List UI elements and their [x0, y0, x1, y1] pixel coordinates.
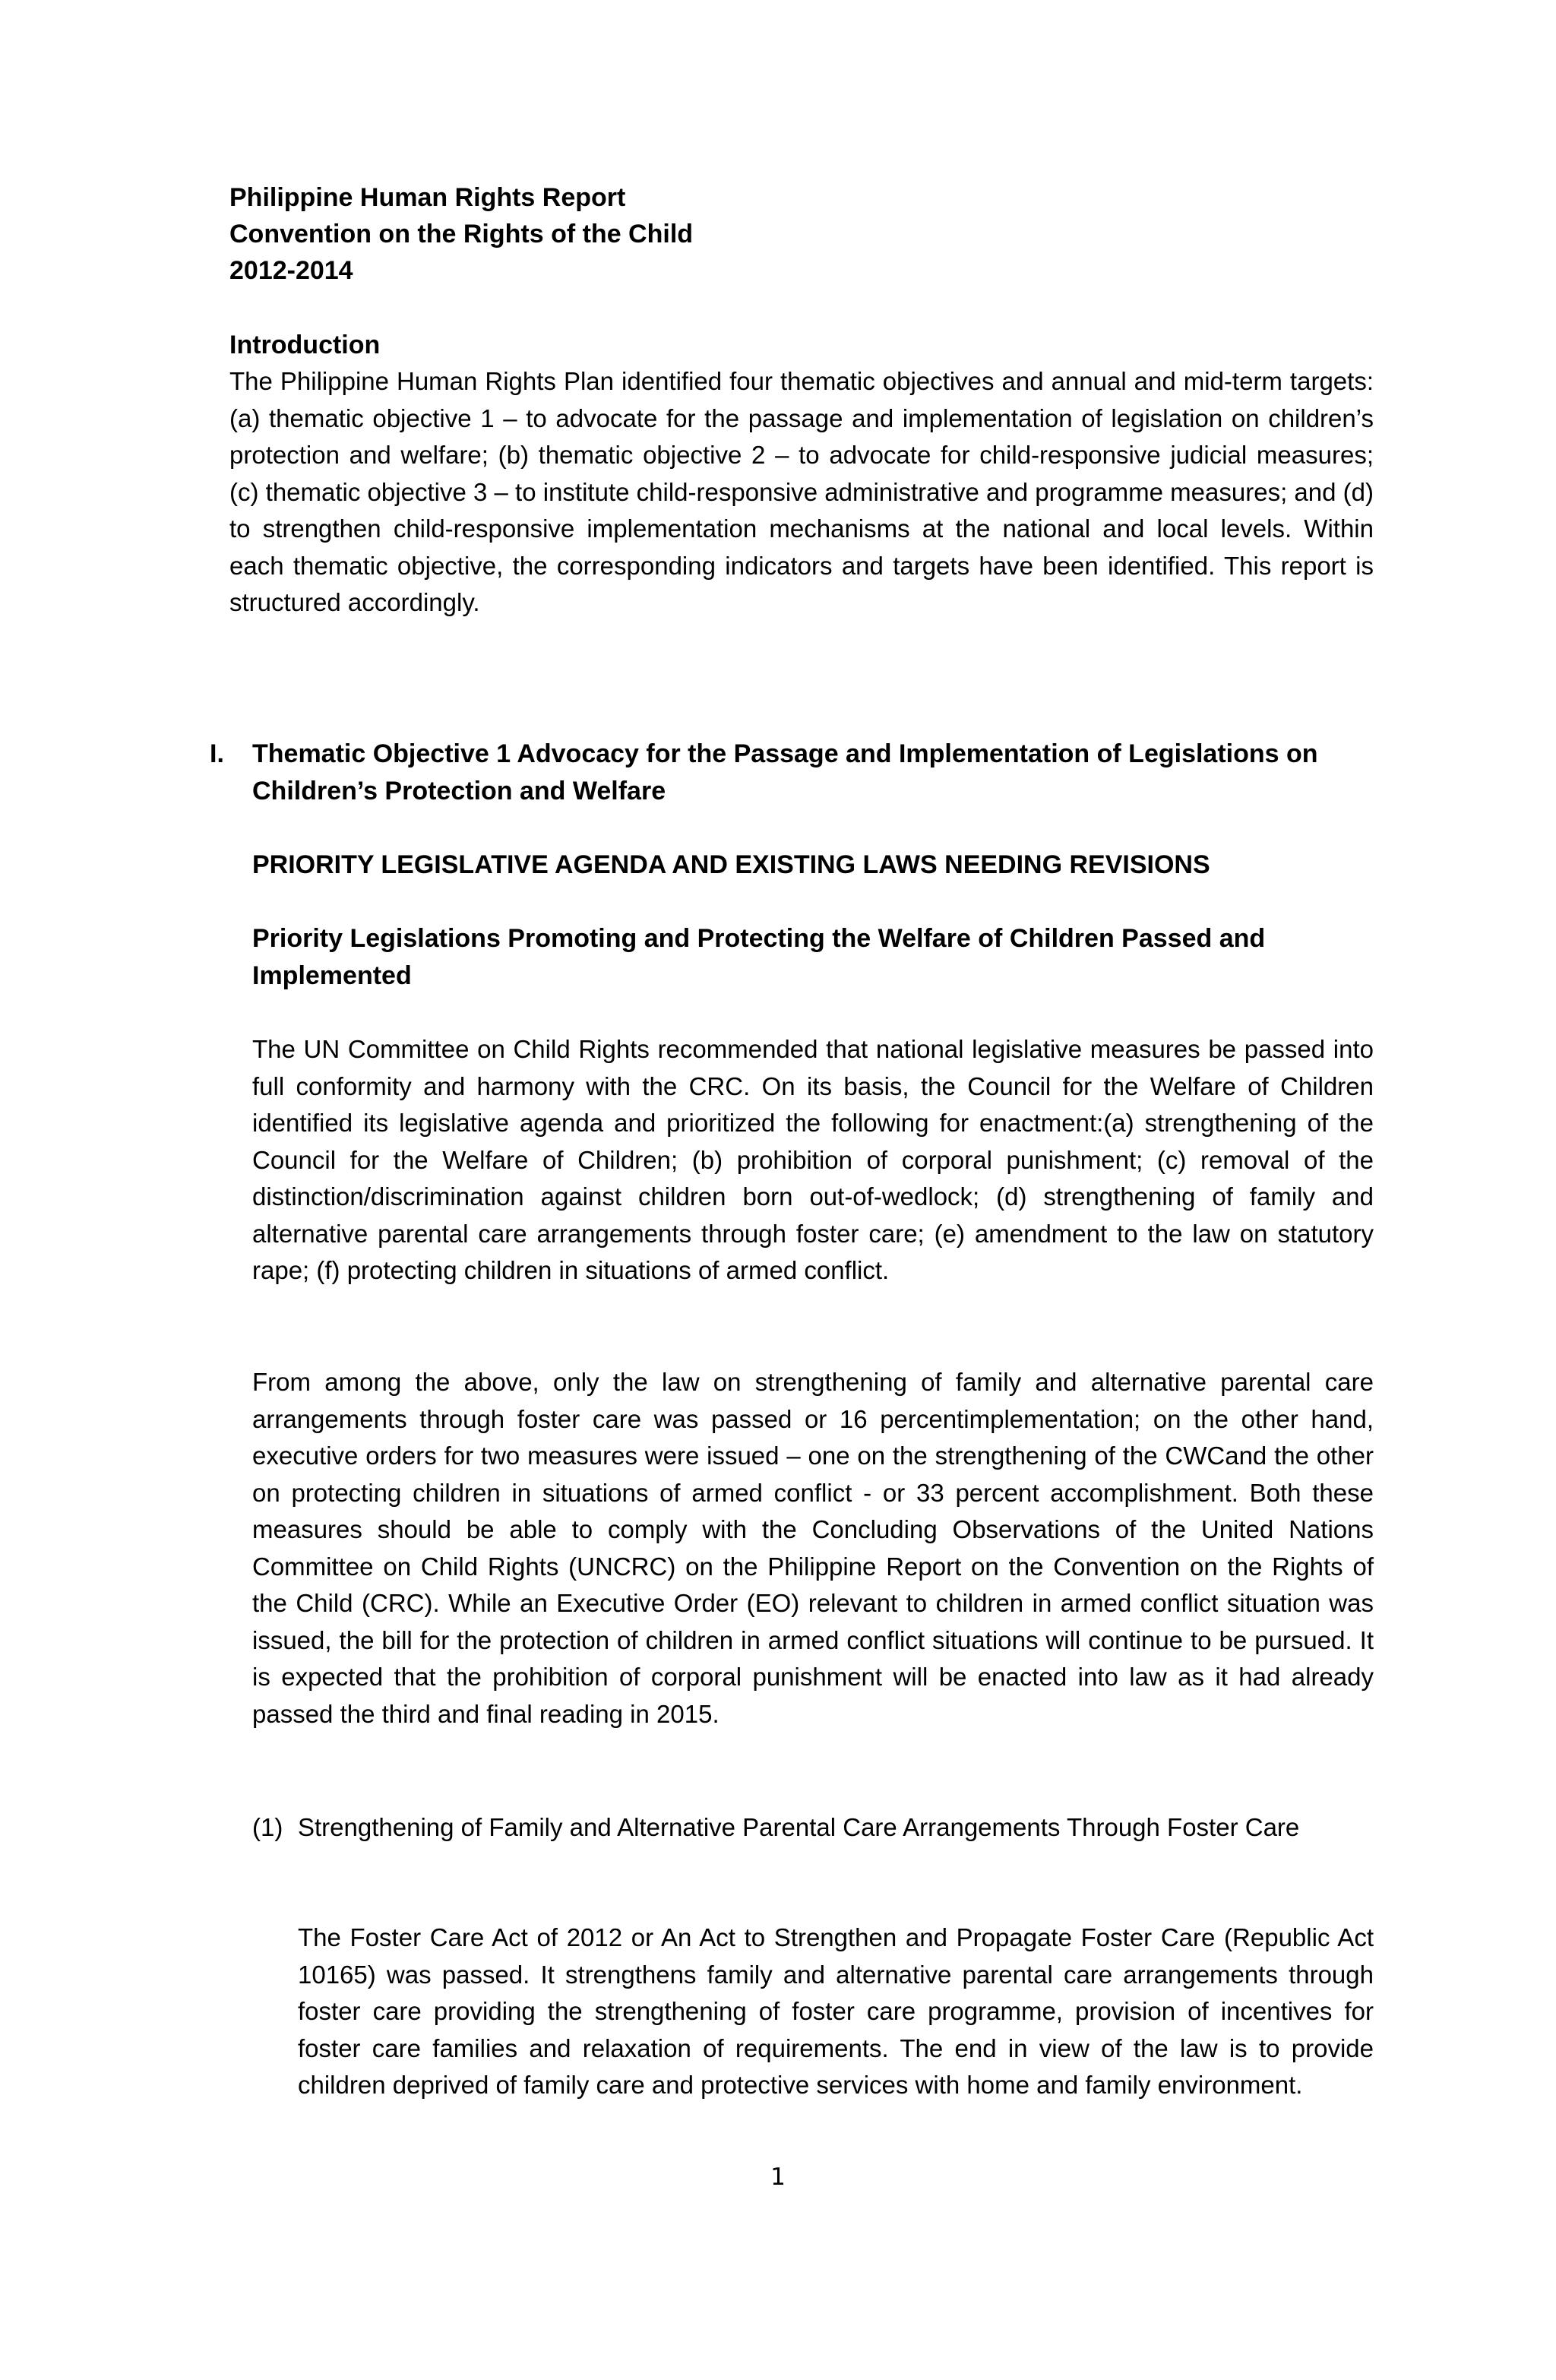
accomplishment-paragraph: From among the above, only the law on strengthening of family and alternative parental care arrangements through foster care was passed or 16 percentimplementation; on the other hand, executive orders for two measures were issued – one on the strengthening of the CWCand the other on protecting children in situations of armed conflict - or 33 percent accomplishment. Both these measures should be able to comply with the Concluding Observations of the United Nations Committee on Child Rights (UNCRC) on the Philippine Report on the Convention on the Rights of the Child (CRC). While an Executive Order (EO) relevant to children in armed conflict situation was issued, the bill for the protection of children in armed conflict situations will continue to be pursued. It is expected that the prohibition of corporal punishment will be enacted into law as it had already passed the third and final reading in 2015.	[252, 1368, 1374, 1728]
report-period: 2012-2014	[229, 256, 353, 285]
list-item-number: (1)	[252, 1813, 283, 1841]
page-number: 1	[770, 2163, 786, 2191]
introduction-paragraph: The Philippine Human Rights Plan identified four thematic objectives and annual and mid-term targets: (a) thematic objective 1 – to advocate for the passage and implementation of legislation on children’s protection and welfare; (b) thematic objective 2 – to advocate for child-responsive judicial measures; (c) thematic objective 3 – to institute child-responsive administrative and programme measures; and (d) to strengthen child-responsive implementation mechanisms at the national and local levels. Within each thematic objective, the corresponding indicators and targets have been identified. This report is structured accordingly.	[229, 367, 1374, 616]
section-numeral: I.	[210, 739, 224, 768]
agenda-heading-block	[252, 847, 1374, 884]
report-title: Philippine Human Rights Report	[229, 183, 626, 212]
report-title-block	[229, 179, 693, 289]
agenda-heading: PRIORITY LEGISLATIVE AGENDA AND EXISTING LAWS NEEDING REVISIONS	[252, 850, 1210, 879]
section-title: Thematic Objective 1 Advocacy for the Passage and Implementation of Legislations on Children’s Protection and Welfare	[252, 739, 1318, 805]
introduction-heading: Introduction	[229, 331, 381, 359]
section-1-heading	[210, 736, 1374, 810]
list-item-body-block	[298, 1920, 1374, 2104]
uncrc-recommendation-paragraph: The UN Committee on Child Rights recommended that national legislative measures be passed into full conformity and harmony with the CRC. On its basis, the Council for the Welfare of Children identified its legislative agenda and prioritized the following for enactment:(a) strengthening of the Council for the Welfare of Children; (b) prohibition of corporal punishment; (c) removal of the distinction/discrimination against children born out-of-wedlock; (d) strengthening of family and alternative parental care arrangements through foster care; (e) amendment to the law on statutory rape; (f) protecting children in situations of armed conflict.	[252, 1035, 1374, 1284]
list-item-title: Strengthening of Family and Alternative Parental Care Arrangements Through Foster Care	[298, 1813, 1300, 1841]
report-subtitle: Convention on the Rights of the Child	[229, 220, 694, 248]
paragraph-1-block	[252, 1031, 1374, 1290]
introduction-section	[229, 327, 1374, 622]
subheading-block	[252, 920, 1374, 995]
paragraph-2-block	[252, 1364, 1374, 1733]
foster-care-act-paragraph: The Foster Care Act of 2012 or An Act to Strengthen and Propagate Foster Care (Republic Act 10165) was passed. It strengthens family and alternative parental care arrangements through foster care providing the strengthening of foster care programme, provision of incentives for foster care families and relaxation of requirements. The end in view of the law is to provide children deprived of family care and protective services with home and family environment.	[298, 1923, 1374, 2099]
list-item-foster-care	[252, 1809, 1374, 1847]
priority-legislations-subheading: Priority Legislations Promoting and Protecting the Welfare of Children Passed and Implemented	[252, 924, 1266, 990]
